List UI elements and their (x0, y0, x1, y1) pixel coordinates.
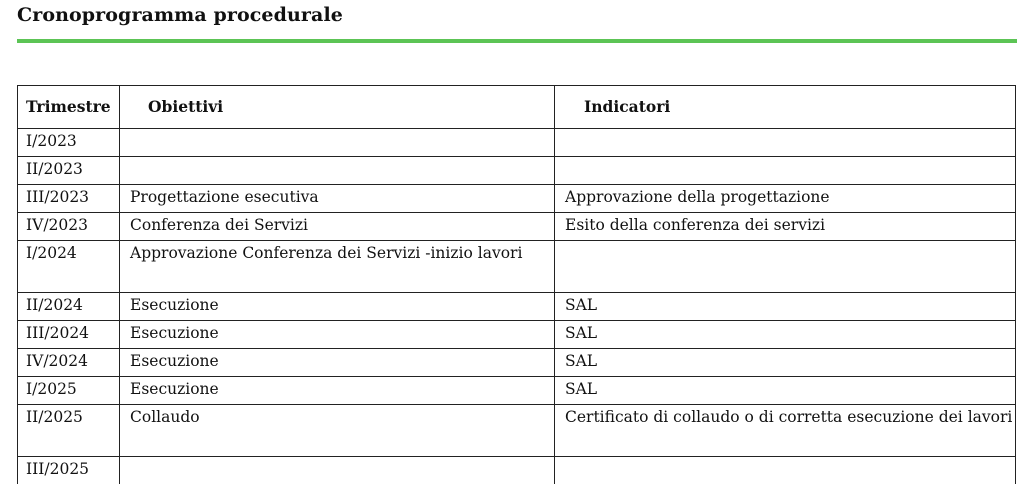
cell-indicatori (555, 457, 1016, 484)
cell-obiettivi (120, 157, 555, 185)
cell-trimestre: IV/2024 (18, 349, 120, 377)
cell-trimestre: III/2023 (18, 185, 120, 213)
table-row (18, 213, 1016, 241)
schedule-table (17, 85, 1016, 484)
cell-indicatori: SAL (555, 377, 1016, 405)
cell-obiettivi: Conferenza dei Servizi (120, 213, 555, 241)
cell-indicatori (555, 157, 1016, 185)
cell-trimestre: III/2024 (18, 321, 120, 349)
table-row (18, 321, 1016, 349)
column-header-trimestre: Trimestre (18, 86, 120, 129)
cell-trimestre: II/2024 (18, 293, 120, 321)
cell-trimestre: I/2023 (18, 129, 120, 157)
table-header-row (18, 86, 1016, 129)
page-title: Cronoprogramma procedurale (17, 4, 343, 26)
cell-obiettivi: Esecuzione (120, 293, 555, 321)
table-row (18, 293, 1016, 321)
cell-trimestre: IV/2023 (18, 213, 120, 241)
column-header-indicatori: Indicatori (555, 86, 1016, 129)
cell-obiettivi: Approvazione Conferenza dei Servizi -inizio lavori (120, 241, 555, 293)
cell-obiettivi (120, 129, 555, 157)
cell-obiettivi: Esecuzione (120, 377, 555, 405)
cell-trimestre: III/2025 (18, 457, 120, 484)
title-divider (17, 39, 1017, 43)
cell-indicatori: Esito della conferenza dei servizi (555, 213, 1016, 241)
cell-obiettivi: Progettazione esecutiva (120, 185, 555, 213)
column-header-obiettivi: Obiettivi (120, 86, 555, 129)
table-row (18, 185, 1016, 213)
table-row (18, 377, 1016, 405)
cell-trimestre: I/2025 (18, 377, 120, 405)
table-row (18, 129, 1016, 157)
table-row (18, 157, 1016, 185)
table-row (18, 405, 1016, 457)
cell-indicatori (555, 241, 1016, 293)
cell-indicatori (555, 129, 1016, 157)
cell-trimestre: II/2023 (18, 157, 120, 185)
table-row (18, 457, 1016, 484)
cell-indicatori: SAL (555, 349, 1016, 377)
table-row (18, 349, 1016, 377)
cell-obiettivi (120, 457, 555, 484)
cell-obiettivi: Collaudo (120, 405, 555, 457)
cell-obiettivi: Esecuzione (120, 321, 555, 349)
cell-trimestre: I/2024 (18, 241, 120, 293)
cell-indicatori: Certificato di collaudo o di corretta esecuzione dei lavori (555, 405, 1016, 457)
cell-trimestre: II/2025 (18, 405, 120, 457)
cell-indicatori: Approvazione della progettazione (555, 185, 1016, 213)
cell-indicatori: SAL (555, 293, 1016, 321)
cell-obiettivi: Esecuzione (120, 349, 555, 377)
cell-indicatori: SAL (555, 321, 1016, 349)
table-row (18, 241, 1016, 293)
